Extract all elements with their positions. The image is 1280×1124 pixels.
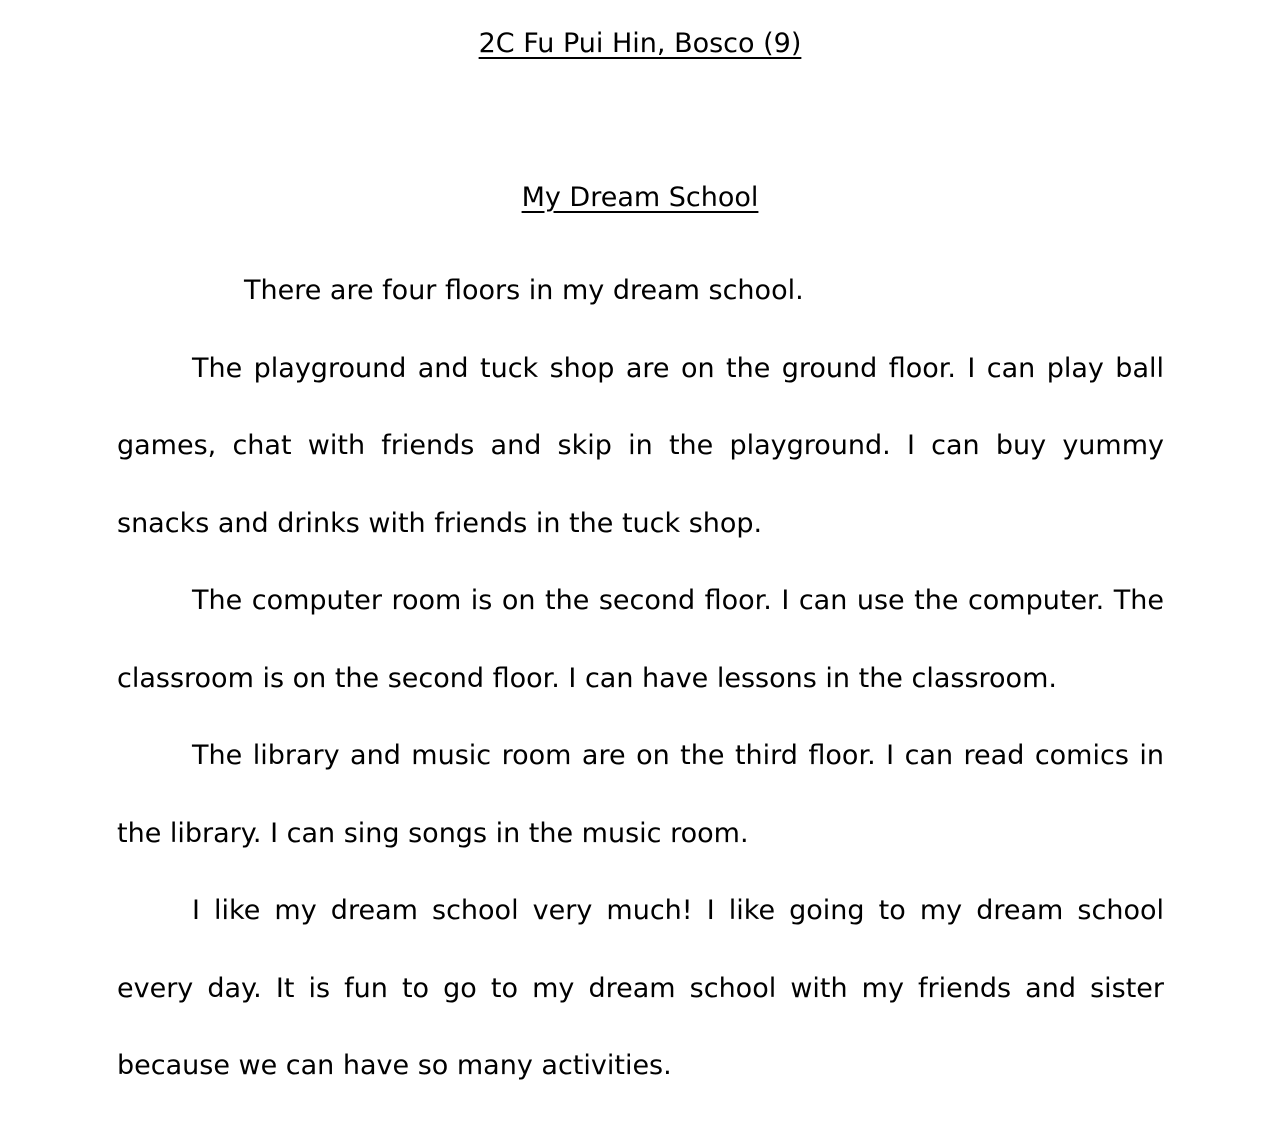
author-line: 2C Fu Pui Hin, Bosco (9): [478, 28, 802, 59]
paragraph-ground-floor: The playground and tuck shop are on the ground floor. I can play ball games, chat with friends and skip in the playground. I can buy yummy snacks and drinks with friends in the tuck shop.: [117, 352, 1164, 539]
paragraph-third-floor: The library and music room are on the third floor. I can read comics in the library. I can sing songs in the music room.: [117, 740, 1164, 849]
essay-title: My Dream School: [521, 182, 759, 213]
paragraph-second-floor: The computer room is on the second floor. I can use the computer. The classroom is on the second floor. I can have lessons in the classroom.: [117, 585, 1164, 694]
paragraph-conclusion: I like my dream school very much! I like going to my dream school every day. It is fun to go to my dream school with my friends and sister because we can have so many activities.: [117, 895, 1164, 1081]
paragraph-intro: There are four floors in my dream school.: [244, 275, 804, 306]
essay-body: [117, 252, 1164, 1105]
